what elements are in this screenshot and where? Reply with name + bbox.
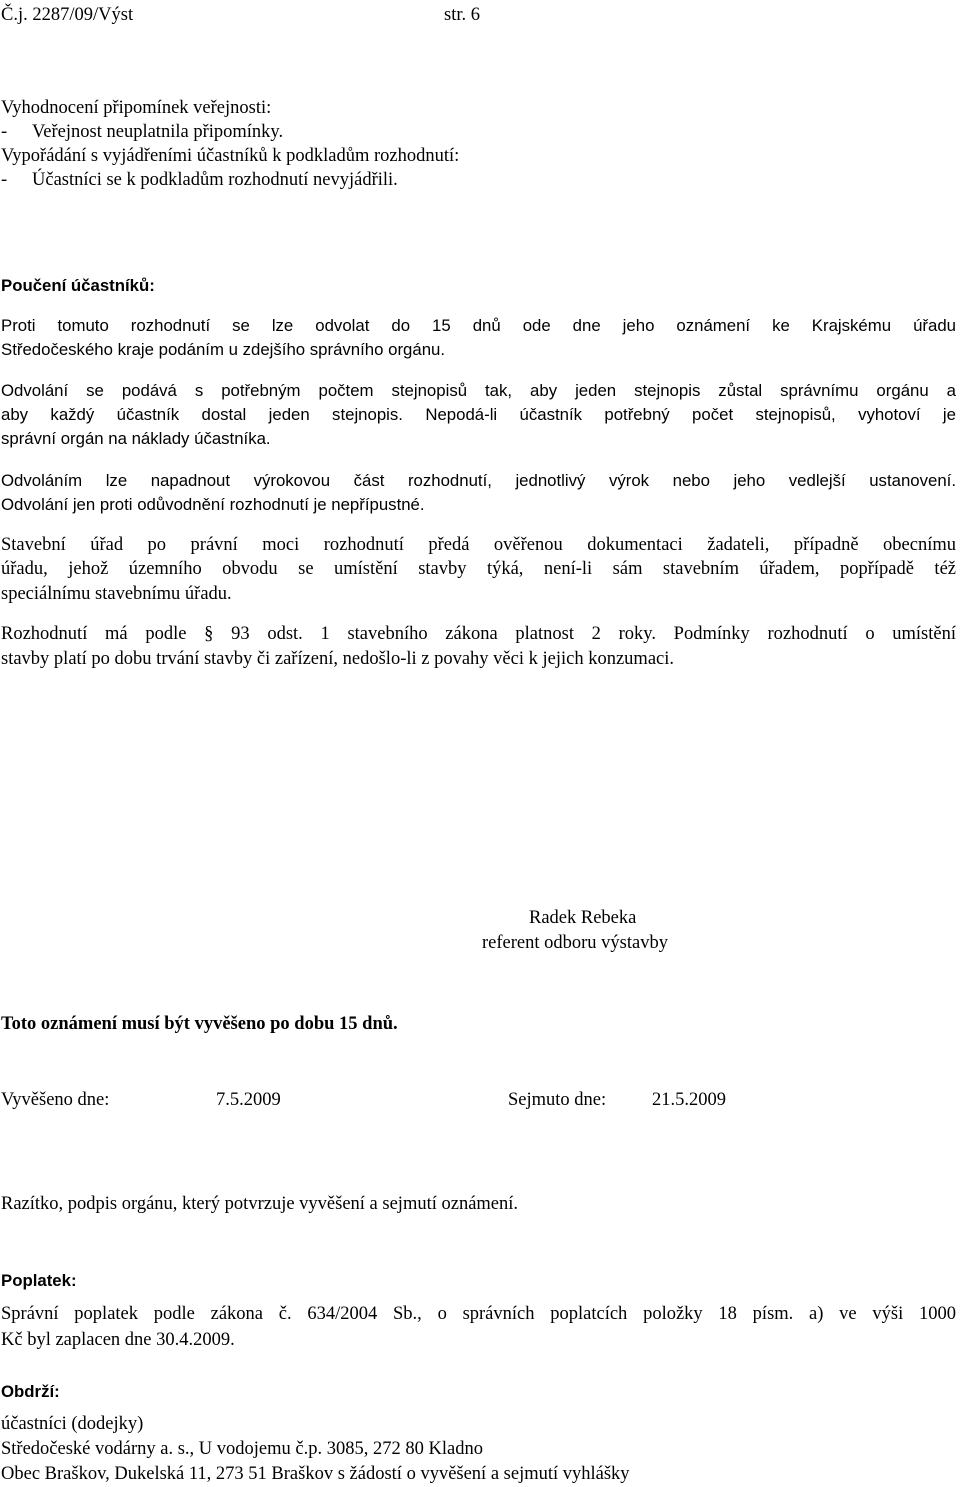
list-item-text: Účastníci se k podkladům rozhodnutí nevyjádřili. bbox=[32, 170, 398, 190]
instructions-paragraph-4-line-2: úřadu, jehož územního obvodu se umístění stavby týká, není-li sám stavebním úřadem, popřípadě též bbox=[1, 559, 956, 579]
instructions-paragraph-2-line-2-part-b: Nepodá-li účastník potřebný počet stejnopisů, vyhotoví je bbox=[425, 405, 956, 424]
section-heading-fee: Poplatek: bbox=[1, 1271, 77, 1290]
fee-line-2: Kč byl zaplacen dne 30.4.2009. bbox=[1, 1330, 235, 1350]
section-heading-recipients: Obdrží: bbox=[1, 1382, 60, 1401]
removed-label: Sejmuto dne: bbox=[508, 1090, 607, 1110]
posted-label: Vyvěšeno dne: bbox=[1, 1090, 110, 1110]
list-dash: - bbox=[1, 122, 8, 142]
page-number: str. 6 bbox=[444, 5, 480, 25]
settlement-item bbox=[1, 168, 398, 192]
fee-line-1: Správní poplatek podle zákona č. 634/2004 Sb., o správních poplatcích položky 18 písm. a) ve výši 1000 bbox=[1, 1304, 956, 1324]
instructions-paragraph-2-line-2-part-a: aby každý účastník dostal jeden stejnopis. bbox=[1, 405, 403, 424]
instructions-paragraph-2-line-3: správní orgán na náklady účastníka. bbox=[1, 429, 271, 448]
instructions-paragraph-2-line-2 bbox=[1, 403, 956, 427]
document-reference: Č.j. 2287/09/Výst bbox=[1, 5, 134, 25]
instructions-paragraph-3-line-2: Odvolání jen proti odůvodnění rozhodnutí je nepřípustné. bbox=[1, 495, 425, 514]
list-item-text: Veřejnost neuplatnila připomínky. bbox=[32, 122, 284, 142]
instructions-paragraph-4-line-3: speciálnímu stavebnímu úřadu. bbox=[1, 584, 232, 604]
instructions-paragraph-1-line-1: Proti tomuto rozhodnutí se lze odvolat do 15 dnů ode dne jeho oznámení ke Krajskému úřadu bbox=[1, 316, 956, 335]
signatory-name: Radek Rebeka bbox=[529, 908, 637, 928]
instructions-paragraph-4-line-1: Stavební úřad po právní moci rozhodnutí předá ověřenou dokumentaci žadateli, případně obecnímu bbox=[1, 535, 956, 555]
instructions-paragraph-3-line-1: Odvoláním lze napadnout výrokovou část rozhodnutí, jednotlivý výrok nebo jeho vedlejší ustanovení. bbox=[1, 471, 956, 490]
recipient-item: Obec Braškov, Dukelská 11, 273 51 Braškov s žádostí o vyvěšení a sejmutí vyhlášky bbox=[1, 1464, 630, 1484]
posting-notice: Toto oznámení musí být vyvěšeno po dobu 15 dnů. bbox=[1, 1014, 398, 1034]
signatory-role: referent odboru výstavby bbox=[482, 933, 668, 953]
recipient-item: Středočeské vodárny a. s., U vodojemu č.p. 3085, 272 80 Kladno bbox=[1, 1439, 483, 1459]
stamp-note: Razítko, podpis orgánu, který potvrzuje vyvěšení a sejmutí oznámení. bbox=[1, 1194, 519, 1214]
section-heading-instructions: Poučení účastníků: bbox=[1, 276, 155, 295]
instructions-paragraph-2-line-1: Odvolání se podává s potřebným počtem stejnopisů tak, aby jeden stejnopis zůstal správnímu orgánu a bbox=[1, 381, 956, 400]
section-heading-public-comments: Vyhodnocení připomínek veřejnosti: bbox=[1, 98, 272, 118]
instructions-paragraph-5-line-1: Rozhodnutí má podle § 93 odst. 1 stavebního zákona platnost 2 roky. Podmínky rozhodnutí o umístění bbox=[1, 624, 956, 644]
public-comments-item bbox=[1, 120, 283, 144]
instructions-paragraph-1-line-2: Středočeského kraje podáním u zdejšího správního orgánu. bbox=[1, 340, 446, 359]
posted-date: 7.5.2009 bbox=[216, 1090, 281, 1110]
recipient-item: účastníci (dodejky) bbox=[1, 1414, 144, 1434]
removed-date: 21.5.2009 bbox=[652, 1090, 726, 1110]
list-dash: - bbox=[1, 170, 8, 190]
instructions-paragraph-5-line-2: stavby platí po dobu trvání stavby či zařízení, nedošlo-li z povahy věci k jejich konzumaci. bbox=[1, 649, 675, 669]
section-heading-settlement: Vypořádání s vyjádřeními účastníků k podkladům rozhodnutí: bbox=[1, 146, 460, 166]
